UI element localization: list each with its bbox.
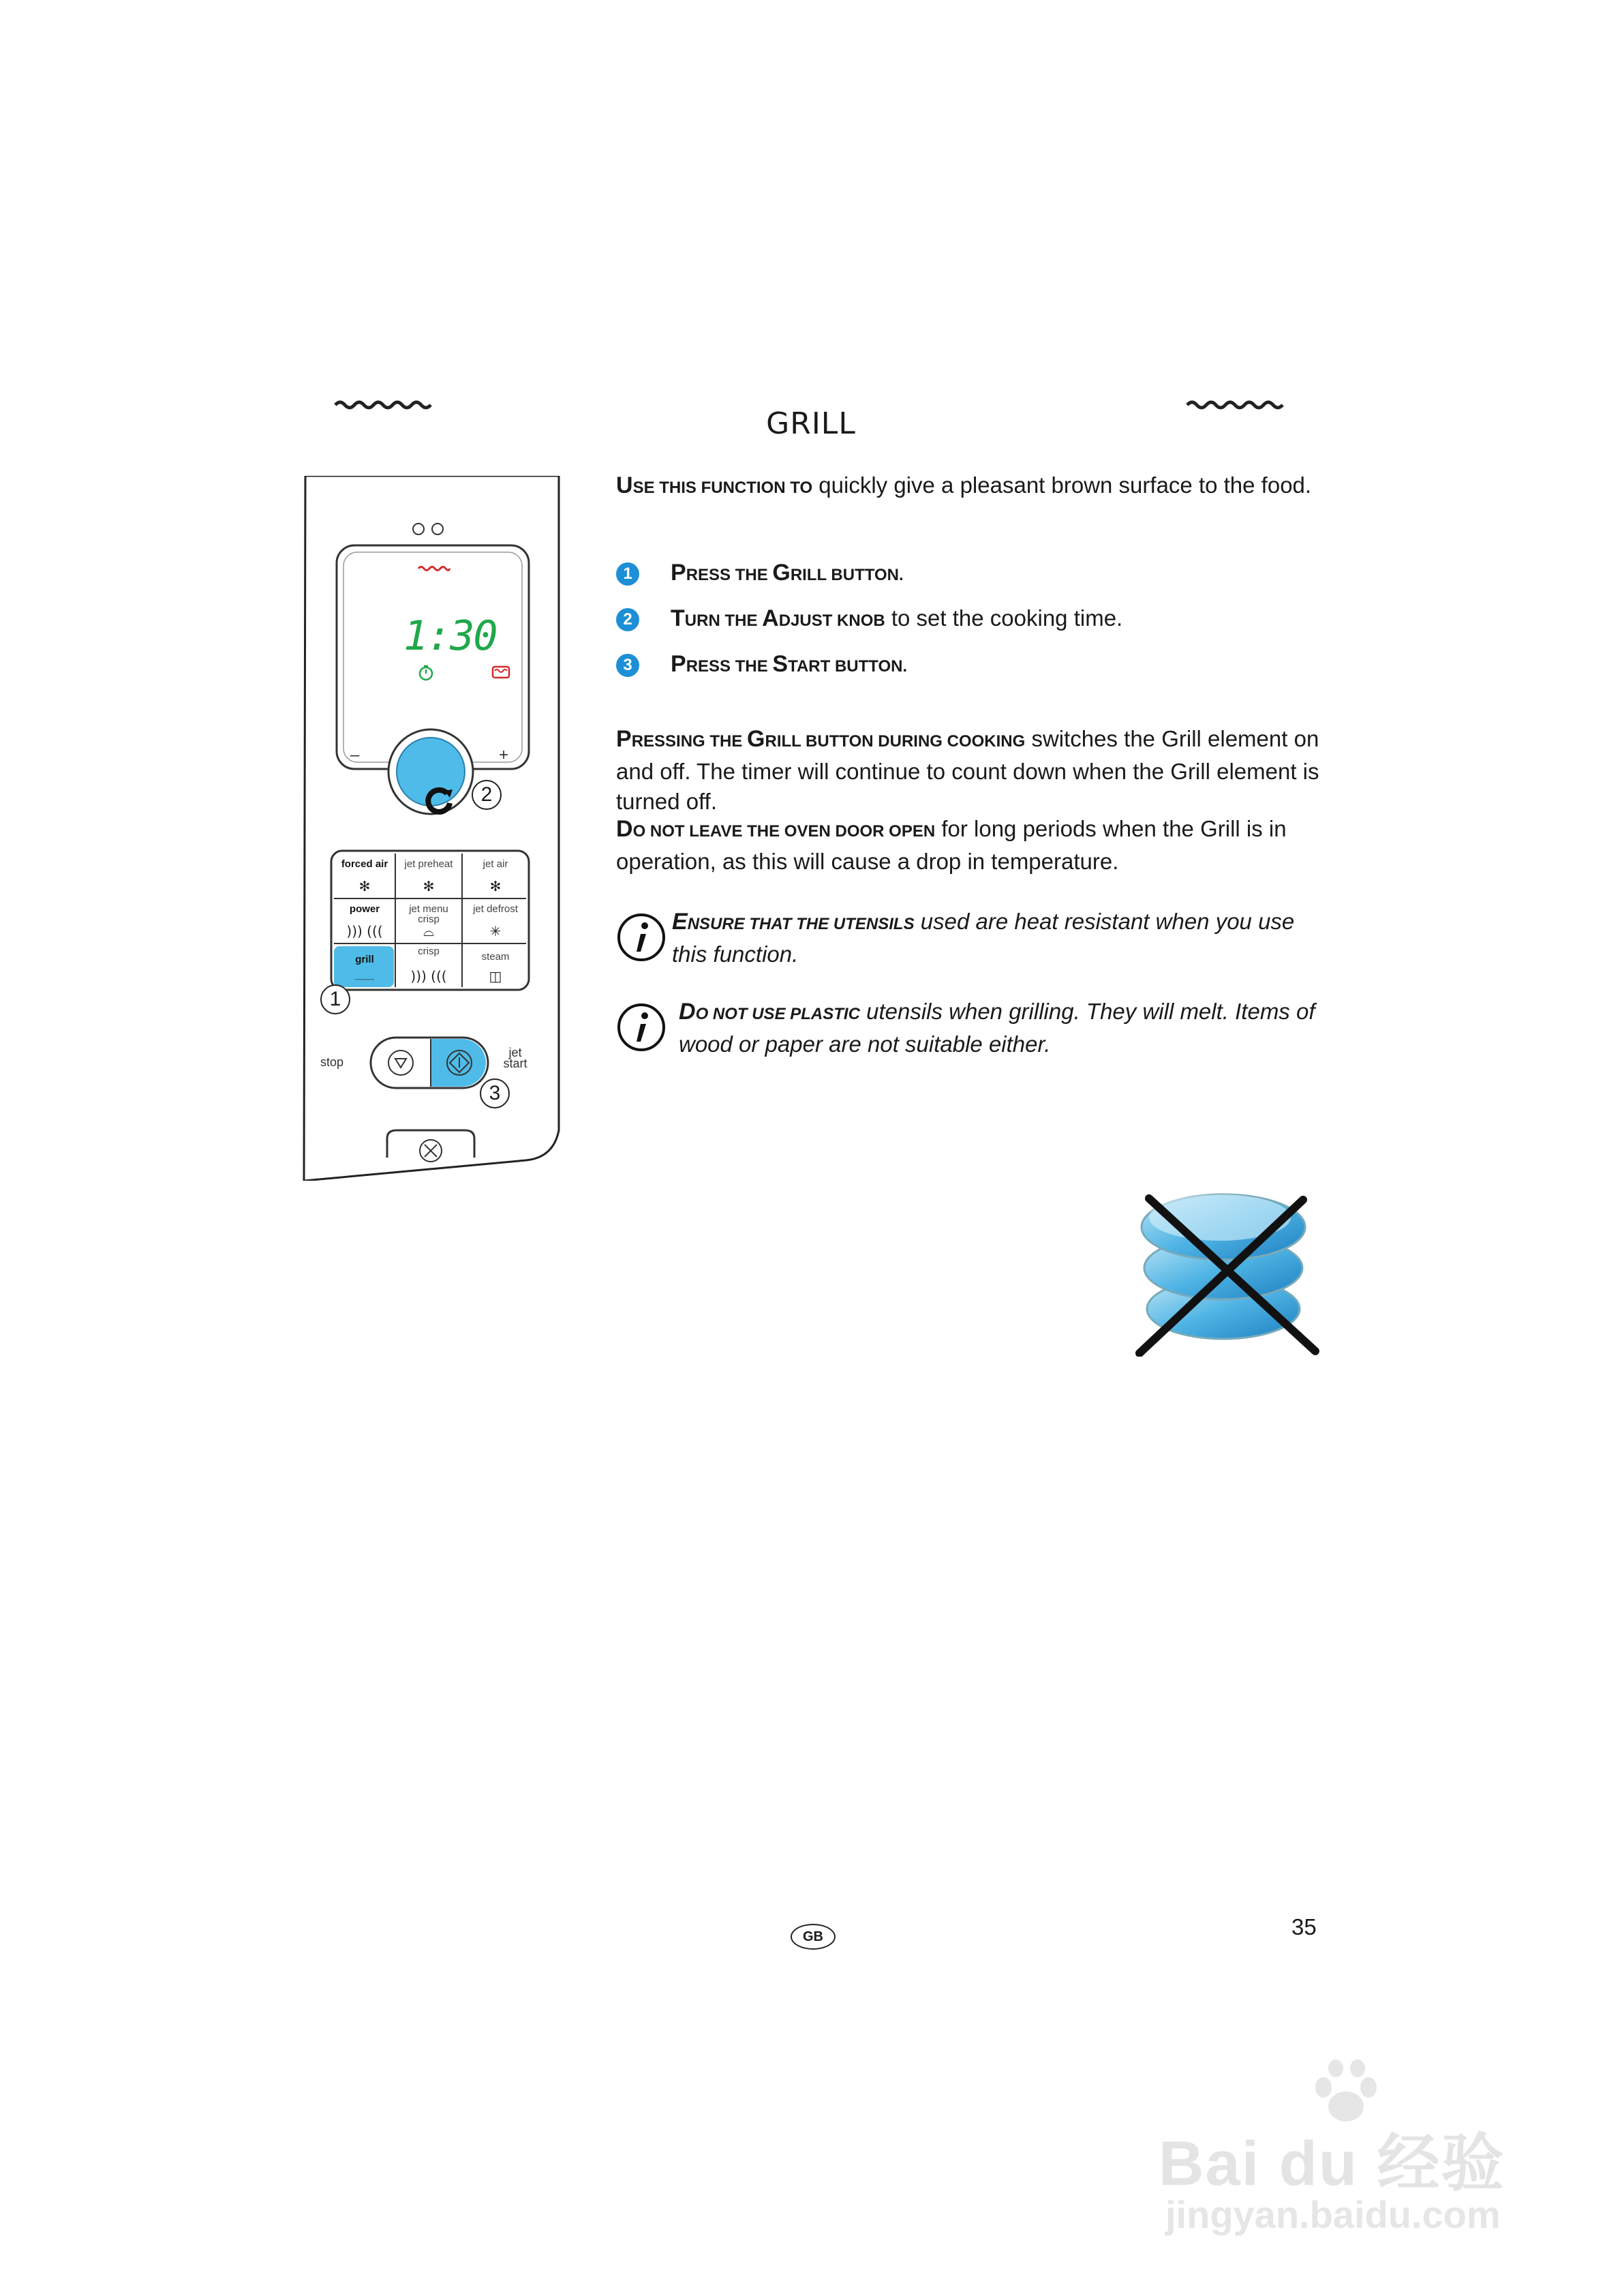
step-1-text: PRESS THE GRILL BUTTON. [671,560,904,586]
info-icon [616,912,667,963]
crisp-plate-icon: ⌓ [423,923,434,939]
forced-air-button[interactable]: forced air ✻ [334,855,395,897]
door-warning-paragraph: DO NOT LEAVE THE OVEN DOOR OPEN for long periods when the Grill is in operation, as this will cause a drop in temperature. [616,816,1287,874]
power-button[interactable]: power ))) ((( [334,900,395,942]
plus-label: + [499,746,509,764]
panel-outline [301,476,560,1181]
grill-mode-icon [491,664,511,680]
oven-control-panel [301,476,560,1181]
minus-label: – [350,746,360,764]
step-3-badge: 3 [616,654,639,677]
page-title: GRILL [766,406,856,441]
fan-icon: ✻ [423,878,435,894]
steam-bowl-icon: ◫ [489,968,502,984]
no-plastic-bowls-illustration [1124,1159,1322,1357]
step-2-text: TURN THE ADJUST KNOB to set the cooking time. [671,605,1123,631]
page-number: 35 [1291,1914,1317,1939]
jet-start-label: jet start [503,1046,527,1070]
intro-paragraph: USE THIS FUNCTION TO quickly give a pleasant brown surface to the food. [616,472,1312,498]
fan-icon: ✻ [489,878,502,894]
baidu-watermark [1159,2059,1595,2263]
stop-button[interactable] [378,1042,428,1084]
timer-icon [417,664,435,682]
snowflake-icon: ✳ [489,923,502,939]
microwave-waves-icon: ))) ((( [346,923,383,939]
note-heat-resistant: ENSURE THAT THE UTENSILS used are heat resistant when you use this function. [672,909,1295,967]
note-no-plastic: DO NOT USE PLASTIC utensils when grilling. They will melt. Items of wood or paper are not suitable either. [679,999,1315,1057]
stop-label: stop [320,1055,344,1069]
grill-toggle-paragraph: PRESSING THE GRILL BUTTON DURING COOKING switches the Grill element on and off. The timer will continue to count down when the Grill element is turned off. [616,726,1319,814]
step-2-badge: 2 [616,608,639,631]
callout-2: 2 [472,780,502,810]
crisp-button[interactable]: crisp ))) ((( [398,945,459,987]
fan-icon: ✻ [358,878,371,894]
callout-3: 3 [480,1078,510,1108]
jet-menu-crisp-button[interactable]: jet menu crisp ⌓ [398,900,459,942]
grill-button[interactable]: grill ﹏﹏ [334,945,395,987]
step-3-text: PRESS THE START BUTTON. [671,651,908,677]
info-icon [616,1002,667,1053]
jet-preheat-button[interactable]: jet preheat ✻ [398,855,459,897]
jet-defrost-button[interactable]: jet defrost ✳ [465,900,526,942]
grill-indicator-icon [417,564,451,573]
step-1-badge: 1 [616,562,639,586]
watermark-url: jingyan.baidu.com [1165,2193,1501,2236]
country-badge: GB [791,1924,836,1950]
door-open-button[interactable] [388,1132,473,1159]
start-button[interactable] [435,1042,485,1084]
grill-element-icon: ﹏﹏ [355,971,374,982]
watermark-brand: Bai du 经验 [1159,2129,1505,2199]
callout-1: 1 [320,984,350,1014]
display-time: 1:30 [403,612,497,660]
steam-button[interactable]: steam ◫ [465,945,526,987]
crisp-waves-icon: ))) ((( [410,968,447,984]
jet-air-button[interactable]: jet air ✻ [465,855,526,897]
